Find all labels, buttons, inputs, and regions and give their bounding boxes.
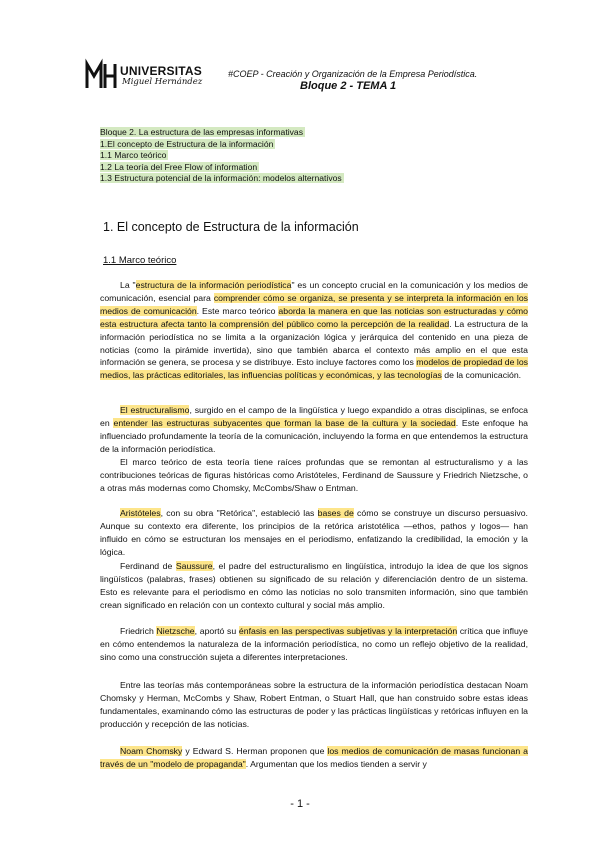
toc-item: 1.3 Estructura potencial de la información: modelos alternativos — [100, 173, 342, 183]
highlighted-text: El estructuralismo — [120, 405, 190, 415]
subsection-title: 1.1 Marco teórico — [103, 255, 177, 266]
highlighted-text: entender las estructuras subyacentes que forman la base de la cultura y la sociedad — [113, 417, 456, 428]
highlighted-text: énfasis en las perspectivas subjetivas y la interpretación — [238, 626, 458, 636]
highlighted-text: Aristóteles — [120, 508, 161, 518]
section-title: 1. El concepto de Estructura de la información — [103, 220, 359, 234]
toc-item: Bloque 2. La estructura de las empresas informativas — [100, 127, 304, 137]
toc-item: 1.El concepto de Estructura de la información — [100, 138, 274, 149]
highlighted-text: Noam Chomsky — [120, 746, 183, 756]
university-logo-mark — [84, 56, 120, 94]
paragraph — [100, 560, 528, 612]
highlighted-text: bases de — [317, 508, 354, 518]
paragraph-text: Entre las teorías más contemporáneas sobre la estructura de la información periodística destacan Noam Chomsky y Herman, McCombs y Shaw, Robert Entman, o Stuart Hall, que han construido sobre estas ideas fundamentales, examinando cómo las estructuras de poder y las prácticas lingüísticas y retóricas influyen en la producción y recepción de las noticias. — [100, 680, 528, 729]
paragraph-text: La " — [120, 280, 136, 290]
paragraph — [100, 745, 528, 771]
paragraph-text: . La estructura de la información periodística no se limita a la organización lógica y jerárquica del contenido en una pieza de noticias (como la pirámide invertida), sino que también abarca el contexto más amplio en el que esta información se genera, se procesa y se distribuye. Esto incluye factores como los — [100, 318, 528, 368]
logo-subtitle: Miguel Hernández — [122, 77, 203, 87]
paragraph — [100, 679, 528, 731]
paragraph — [100, 507, 528, 559]
highlighted-text: comprender cómo se organiza, se presenta y se interpreta la información en los medios de comunicación — [100, 292, 528, 316]
paragraph-text: , surgido en el campo de la lingüística y luego expandido a otras disciplinas, se enfoca en — [100, 405, 528, 428]
paragraph-text: , el padre del estructuralismo en lingüística, introdujo la idea de que los signos lingüísticos (palabras, frases) obtienen su significado de su relación y diferenciación dentro de un sistema. Esto es relevante para el periodismo en cómo las noticias no solo transmiten información, sino que también crean significado en relación con un contexto cultural y social más amplio. — [100, 561, 528, 610]
highlighted-text: Saussure — [175, 561, 213, 571]
highlighted-text: modelos de propiedad de los medios, las prácticas editoriales, las influencias políticas y económicas, y las tecnologías — [100, 357, 528, 381]
paragraph-text: de la comunicación. — [441, 370, 522, 381]
paragraph-text: crítica que influye en cómo entendemos la naturaleza de la información periodística, no como un reflejo objetivo de la realidad, sino como una construcción sujeta a diferentes interpretaciones. — [100, 626, 528, 662]
paragraph — [100, 279, 528, 382]
paragraph-text: . Argumentan que los medios tienden a servir y — [245, 758, 427, 769]
paragraph-text: , aportó su — [194, 626, 239, 636]
paragraph-text: y Edward S. Herman proponen que — [182, 746, 328, 756]
paragraph-text: " es un concepto crucial en la comunicación y los medios de comunicación, esencial para — [100, 280, 528, 303]
paragraph-text: . Este enfoque ha influenciado profundamente la teoría de la comunicación, incluyendo la forma en que entendemos la estructura de la información periodística. — [100, 417, 529, 454]
paragraph-text: . Este marco teórico — [196, 305, 279, 316]
table-of-contents — [100, 127, 342, 185]
paragraph-text: Friedrich — [120, 626, 157, 636]
highlighted-text: estructura de la información periodística — [135, 280, 292, 290]
toc-item: 1.2 La teoría del Free Flow of information — [100, 161, 258, 172]
highlighted-text: aborda la manera en que las noticias son estructuradas y cómo esta estructura afecta tanto la comprensión del público como la percepción de la realidad — [100, 305, 528, 329]
highlighted-text: los medios de comunicación de masas funcionan a través de un "modelo de propaganda" — [100, 746, 529, 769]
paragraph-text: El marco teórico de esta teoría tiene raíces profundas que se remontan al estructuralismo y a las contribuciones teóricas de figuras históricas como Aristóteles, Ferdinand de Saussure y Friedrich Nietzsche, o a otras más modernas como Chomsky, McCombs/Shaw o Entman. — [100, 457, 528, 493]
page-number: - 1 - — [290, 798, 310, 810]
paragraph-text: , con su obra "Retórica", estableció las — [160, 508, 318, 518]
paragraph-text: cómo se construye un discurso persuasivo. Aunque su contexto era diferente, los principios de la retórica aristotélica —ethos, pathos y logos— han influido en cómo se estructuran los mensajes en el periodismo, enfatizando la credibilidad, la emoción y la lógica. — [100, 508, 528, 557]
paragraph-text: Ferdinand de — [120, 561, 176, 571]
logo-title: UNIVERSITAS — [120, 64, 202, 78]
toc-item: 1.1 Marco teórico — [100, 150, 167, 160]
paragraph — [100, 625, 528, 664]
paragraph — [100, 404, 528, 456]
header-course: #COEP - Creación y Organización de la Empresa Periodística. — [228, 69, 478, 79]
header-block: Bloque 2 - TEMA 1 — [300, 80, 397, 92]
highlighted-text: Nietzsche — [156, 626, 195, 636]
paragraph — [100, 456, 528, 495]
